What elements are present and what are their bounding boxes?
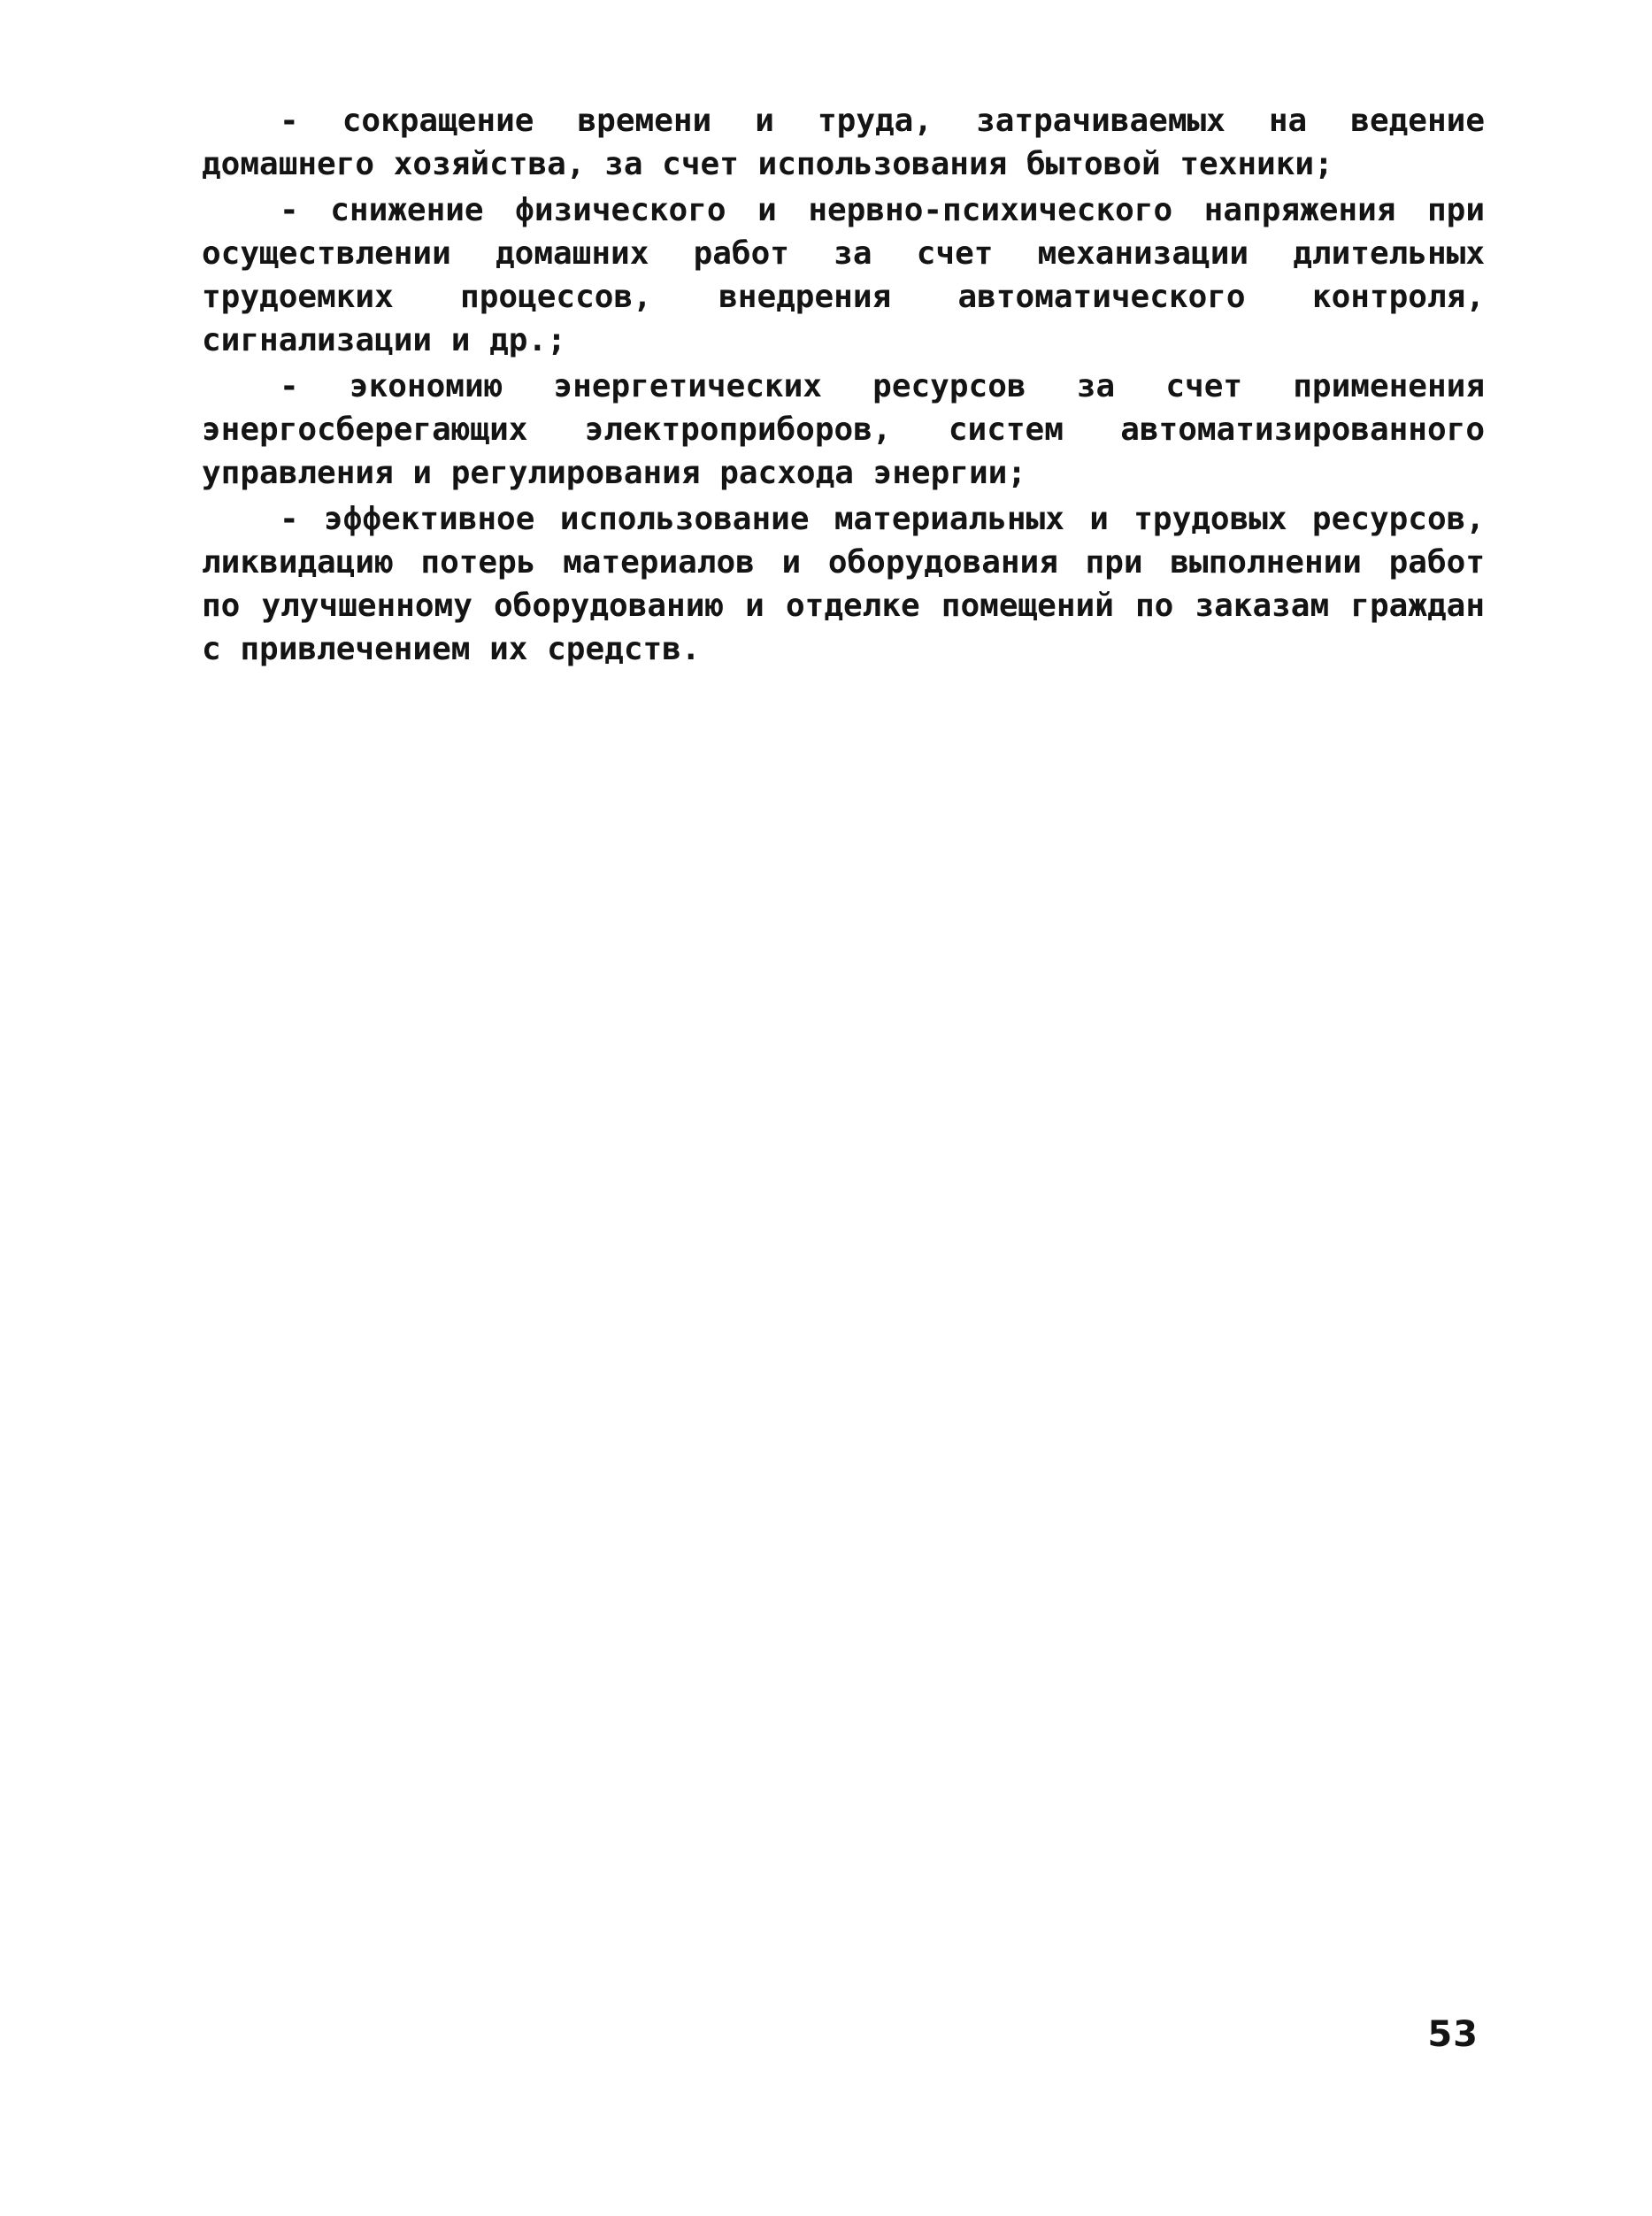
list-item: - экономию энергетических ресурсов за счет применения энергосберегающих электроприборов, систем автоматизированного управления и регулирования расхода энергии;: [202, 368, 1485, 491]
list-item: - эффективное использование материальных и трудовых ресурсов, ликвидацию потерь материалов и оборудования при выполнении работ по улучшенному оборудованию и отделке помещений по заказам граждан с привлечением их средств.: [202, 501, 1485, 667]
body-text: [202, 99, 1485, 673]
list-item: - снижение физического и нервно-психического напряжения при осуществлении домашних работ за счет механизации длительных трудоемких процессов, внедрения автоматического контроля, сигнализации и др.;: [202, 192, 1485, 358]
page-number: 53: [1427, 2014, 1479, 2055]
list-item: - сокращение времени и труда, затрачиваемых на ведение домашнего хозяйства, за счет использования бытовой техники;: [202, 103, 1485, 182]
